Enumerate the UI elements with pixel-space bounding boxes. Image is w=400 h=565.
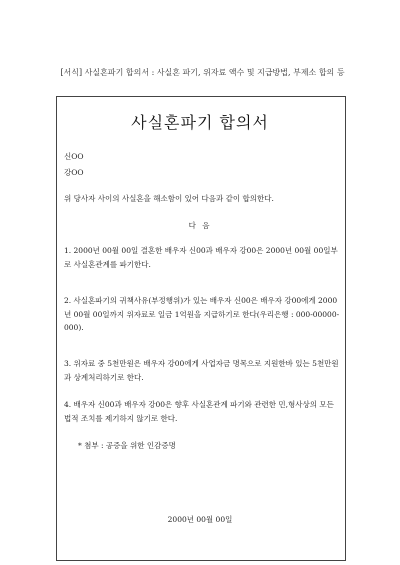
party-2: 강OO (64, 168, 84, 177)
clause-2: 2. 사실혼파기의 귀책사유(부정행위)가 있는 배우자 신00은 배우자 강00에게 2000년 00월 00일까지 위자료로 일금 1억원을 지급하기로 한다(우리은행 : 000-00000-000). (64, 296, 340, 332)
clause-1: 1. 2000년 00월 00일 결혼한 배우자 신00과 배우자 강00은 2000년 00월 00일부로 사실혼관계를 파기한다. (64, 246, 338, 269)
clause-3: 3. 위자료 중 5천만원은 배우자 강00에게 사업자금 명목으로 지원한바 있는 5천만원과 상계처리하기로 한다. (64, 359, 339, 382)
section-heading: 다 음 (188, 221, 212, 230)
document-date: 2000년 00월 00일 (167, 515, 233, 524)
document-title: 사실혼파기 합의서 (131, 113, 269, 132)
intro-text: 위 당사자 사이의 사실혼을 해소함이 있어 다음과 같이 합의한다. (64, 194, 274, 203)
attachment-note: * 첨부 : 공증을 위한 인감증명 (78, 441, 176, 450)
party-1: 신OO (64, 152, 84, 161)
form-header: [서식] 사실혼파기 합의서 : 사실혼 파기, 위자료 액수 및 지급방법, 부제소 합의 등 (60, 68, 345, 77)
clause-4: 4. 배우자 신00과 배우자 강00은 향후 사실혼관계 파기와 관련한 민,형사상의 모든 법적 조치를 제기하지 않기로 한다. (64, 400, 334, 423)
